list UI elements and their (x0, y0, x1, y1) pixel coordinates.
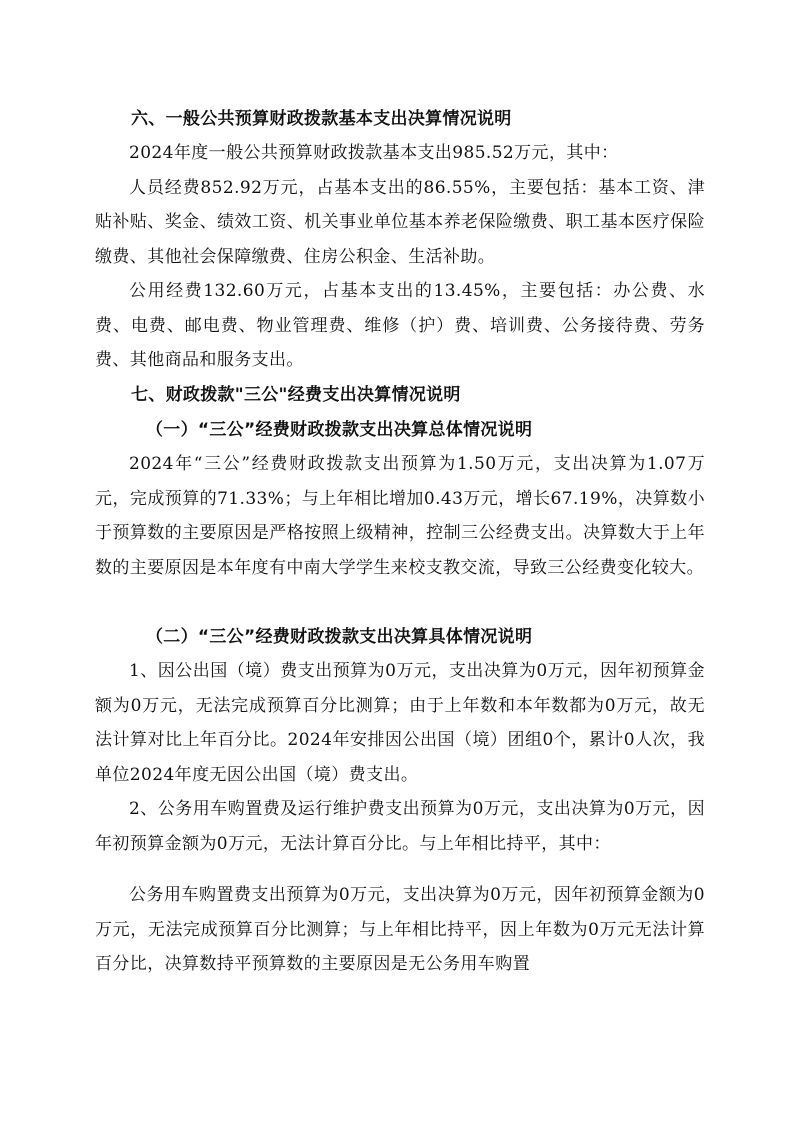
section-6-paragraph-3: 公用经费132.60万元，占基本支出的13.45%，主要包括：办公费、水费、电费、邮电费、物业管理费、维修（护）费、培训费、公务接待费、劳务费、其他商品和服务支出。 (95, 281, 705, 370)
section-7-2-paragraph-2: 2、公务用车购置费及运行维护费支出预算为0万元，支出决算为0万元，因年初预算金额为0万元，无法计算百分比。与上年相比持平，其中： (95, 799, 705, 854)
section-7-2-paragraph-3: 公务用车购置费支出预算为0万元，支出决算为0万元，因年初预算金额为0万元，无法完成预算百分比测算；与上年相比持平，因上年数为0万元无法计算百分比，决算数持平预算数的主要原因是无公务用车购置 (95, 885, 705, 974)
section-7-1-paragraph-1: 2024年“三公”经费财政拨款支出预算为1.50万元，支出决算为1.07万元，完成预算的71.33%；与上年相比增加0.43万元，增长67.19%，决算数小于预算数的主要原因是严格按照上级精神，控制三公经费支出。决算数大于上年数的主要原因是本年度有中南大学学生来校支教交流，导致三公经费变化较大。 (95, 454, 705, 578)
section-7-heading: 七、财政拨款"三公"经费支出决算情况说明 (131, 385, 461, 405)
section-7-subsection-1-body (95, 447, 705, 585)
section-6-paragraph-2: 人员经费852.92万元，占基本支出的86.55%，主要包括：基本工资、津贴补贴、奖金、绩效工资、机关事业单位基本养老保险缴费、职工基本医疗保险缴费、其他社会保障缴费、住房公积金、生活补助。 (95, 177, 705, 267)
section-6-body (95, 136, 705, 378)
section-7-2-paragraph-1: 1、因公出国（境）费支出预算为0万元，支出决算为0万元，因年初预算金额为0万元，无法完成预算百分比测算；由于上年数和本年数都为0万元，故无法计算对比上年百分比。2024年安排因公出国（境）团组0个，累计0人次，我单位2024年度无因公出国（境）费支出。 (95, 661, 705, 785)
section-6-paragraph-1: 2024年度一般公共预算财政拨款基本支出985.52万元，其中： (129, 143, 619, 163)
section-7-subsection-1-heading: （一）“三公”经费财政拨款支出决算总体情况说明 (146, 420, 533, 440)
section-7-subsection-2-heading: （二）“三公”经费财政拨款支出决算具体情况说明 (146, 627, 533, 647)
section-7-subsection-2-body (95, 654, 705, 982)
section-6-heading: 六、一般公共预算财政拨款基本支出决算情况说明 (131, 109, 512, 129)
